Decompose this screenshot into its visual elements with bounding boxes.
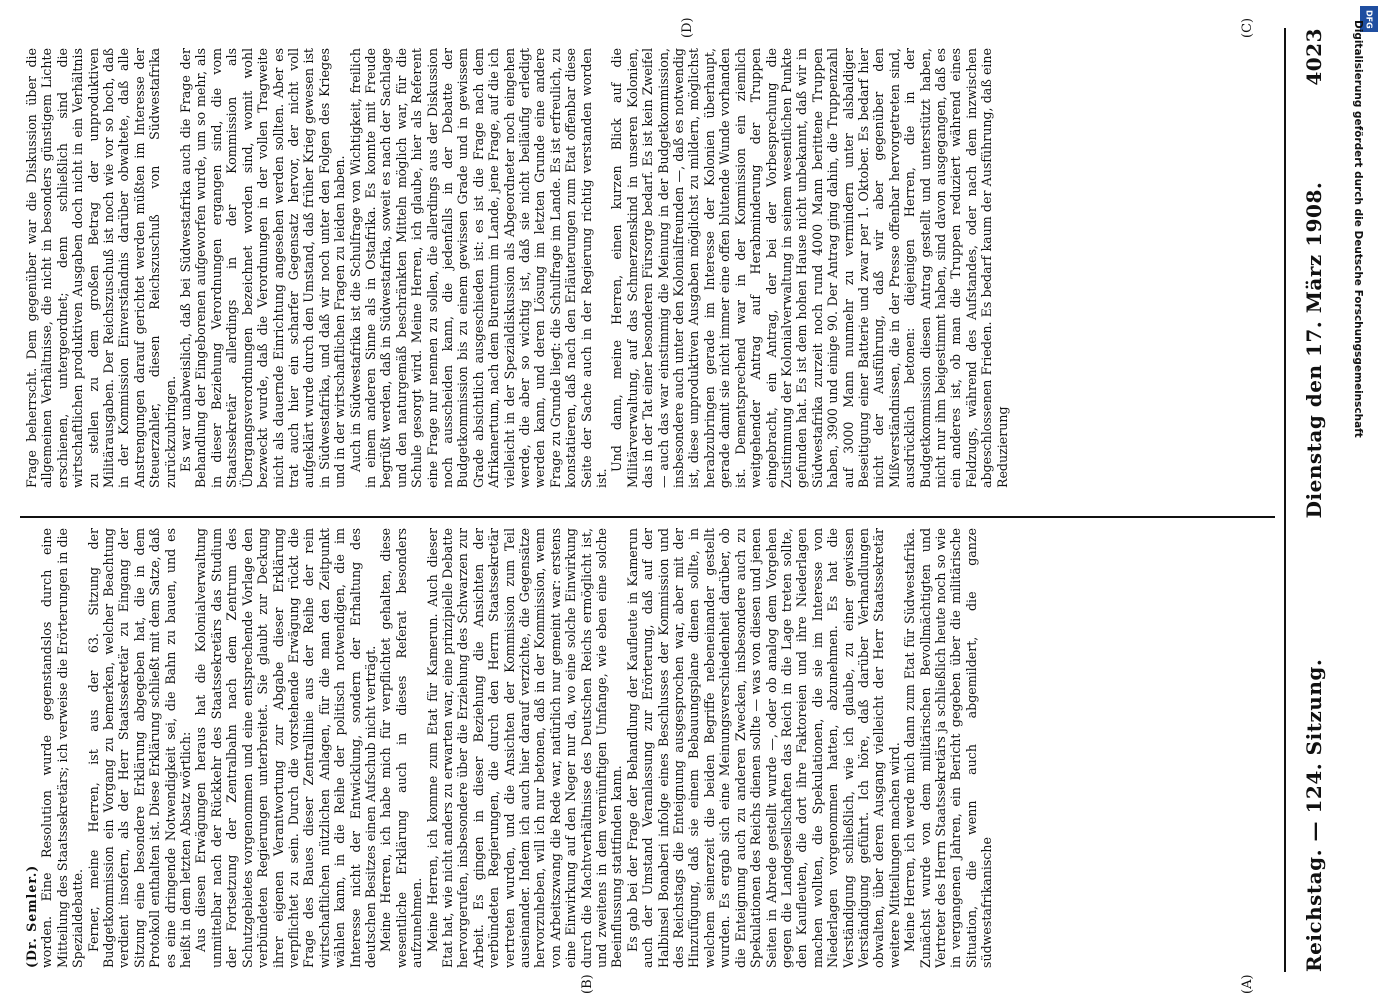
right-column (24, 48, 1274, 488)
paragraph: Meine Herren, ich werde mich dann zum Etat für Südwestafrika. Zunächst wurde von dem militärischen Bevollmächtigten und Vertreter des Herrn Staatssekretärs ja schließlich heute noch so wie in vergangenen Jahren, ein Bericht gegeben über die militärische Situation, die wenn auch abgemildert, die ganze südwestafrikanische (902, 528, 995, 968)
header-rule (1284, 28, 1286, 972)
left-column (24, 528, 1274, 968)
header-date: Dienstag den 17. März 1908. (1302, 181, 1326, 519)
speaker-note: (Dr. Semler.) (24, 864, 39, 968)
margin-marker-c: (C) (1240, 17, 1255, 38)
paragraph: Meine Herren, ich habe mich für verpflichtet gehalten, diese wesentliche Erklärung auch in dieses Referat besonders aufzunehmen. (378, 528, 425, 968)
paragraph: Meine Herren, ich komme zum Etat für Kamerun. Auch dieser Etat hat, wie nicht anders zu erwarten war, eine prinzipielle Debatte hervorgerufen, insbesondere über die Erziehung des Schwarzen zur Arbeit. Es gingen in dieser Beziehung die Ansichten der verbündeten Regierungen, die durch den Herrn Staatssekretär vertreten wurden, und die Ansichten der Kommission zum Teil auseinander. Indem ich auch hier darauf verzichte, die Gegensätze hervorzuheben, will ich nur betonen, daß in der Kommission, wenn von Arbeitszwang die Rede war, natürlich nur gemeint war: erstens eine Einwirkung auf den Neger nur da, wo eine solche Einwirkung durch die Machtverhältnisse des Deutschen Reichs ermöglicht ist, und zweitens in dem vernünftigen Umfange, wie eben eine solche Beeinflussung stattfinden kann. (424, 528, 625, 968)
paragraph: Es war unabweislich, daß bei Südwestafrika auch die Frage der Behandlung der Eingeborenen aufgeworfen wurde, um so mehr, als in dieser Beziehung Verordnungen ergangen sind, die vom Staatssekretär allerdings in der Kommission als Übergangsverordnungen bezeichnet worden sind, womit wohl bezweckt wurde, daß die Verordnungen in der vollen Tragweite nicht als dauernde Einrichtung angesehen werden sollten. Aber es trat auch hier ein scharfer Gegensatz hervor, der nicht voll aufgeklärt wurde durch den Umstand, daß früher Krieg gewesen ist in Südwestafrika, und daß wir noch unter den Folgen des Krieges und in der wirtschaftlichen Fragen zu leiden haben. (178, 48, 348, 488)
header-session: Reichstag. — 124. Sitzung. (1302, 658, 1326, 972)
margin-marker-d: (D) (680, 17, 695, 38)
margin-marker-b: (B) (580, 974, 595, 994)
paragraph: Aus diesen Erwägungen heraus hat die Kolonialverwaltung unmittelbar nach der Rückkehr des Staatssekretärs das Studium der Fortsetzung der Zentralbahn nach dem Zentrum des Schutzgebietes vorgenommen und eine entsprechende Vorlage den verbündeten Regierungen unterbreitet. Sie glaubt zur Deckung ihrer eigenen Verantwortung zur Abgabe dieser Erklärung verpflichtet zu sein. Durch die vorstehende Erwägung rückt die Frage des Baues dieser Zentrallinie aus der Reihe der rein wirtschaftlichen nützlichen Anlagen, für die man den Zeitpunkt wählen kann, in die Reihe der politisch notwendigen, die im Interesse nicht der Entwicklung, sondern der Erhaltung des deutschen Besitzes einen Aufschub nicht verträgt. (193, 528, 378, 968)
paragraph: Es gab bei der Frage der Behandlung der Kaufleute in Kamerun auch der Umstand Veranlassung zur Erörterung, daß auf der Halbinsel Bonaberi infolge eines Beschlusses der Kommission und des Reichstags die Enteignung ausgesprochen war, aber mit der Hinzufügung, daß sie einem Bebauungsplane dienen sollte, in welchem seinerzeit die beiden Begriffe nebeneinander gestellt wurden. Es ergab sich eine Meinungsverschiedenheit darüber, ob die Enteignung auch zu anderen Zwecken, insbesondere auch zu Spekulationen des Reichs dienen sollte — was von diesen und jenen Seiten in Abrede gestellt wurde —, oder ob analog dem Vorgehen gegen die Landgesellschaften das Reich in die Lage treten sollte, den Kaufleuten, die dort ihre Faktoreien und ihre Niederlagen machen wollten, die Spekulationen, die sie im Interesse von Niederlagen vorgenommen hatten, abzunehmen. Es hat die Verständigung schließlich, wie ich glaube, zu einer gewissen Verständigung geführt. Ich höre, daß darüber Verhandlungen obwalten, über deren Ausgang vielleicht der Herr Staatssekretär weitere Mitteilungen machen wird. (624, 528, 902, 968)
column-divider (20, 516, 1275, 518)
paragraph: Ferner, meine Herren, ist aus der 63. Sitzung der Budgetkommission ein Vorgang zu bemerken, welcher Beachtung verdient insofern, als der Herr Staatssekretär zu Eingang der Sitzung eine besondere Erklärung abgegeben hat, die in dem Protokoll enthalten ist. Diese Erklärung schließt mit dem Satze, daß es eine dringende Notwendigkeit sei, die Bahn zu bauen, und es heißt in dem letzten Absatz wörtlich: (85, 528, 194, 968)
paragraph: Und dann, meine Herren, einen kurzen Blick auf die Militärverwaltung, auf das Schmerzenskind in unseren Kolonien, das in der Tat einer besonderen Fürsorge bedarf. Es ist kein Zweifel — auch das war einstimmig die Meinung in der Budgetkommission, insbesondere auch unter den Kolonialfreunden —, daß es notwendig ist, diese unproduktiven Ausgaben möglichst zu mildern, möglichst herabzubringen gerade im Interesse der Kolonien überhaupt, gerade damit sie nicht immer eine offen blutende Wunde vorhanden ist. Dementsprechend war in der Kommission ein ziemlich weitgehender Antrag auf Herabminderung der Truppen eingebracht, ein Antrag, der bei der Vorbesprechung die Zustimmung der Kolonialverwaltung in seinem wesentlichen Punkte gefunden hat. Es ist dem hohen Hause nicht unbekannt, daß wir in Südwestafrika zurzeit noch rund 4000 Mann berittene Truppen haben, 3900 und einige 90. Der Antrag ging dahin, die Truppenzahl auf 3000 Mann nunmehr zu vermindern unter alsbaldiger Beseitigung einer Batterie und zwar per 1. Oktober. Es bedarf hier nicht der Ausführung, daß wir aber gegenüber den Mißverständnissen, die in der Presse offenbar hervorgetreten sind, ausdrücklich betonen: diejenigen Herren, die in der Budgetkommission diesen Antrag gestellt und unterstützt haben, nicht nur ihm beigestimmt haben, sind davon ausgegangen, daß es ein anderes ist, ob man die Truppen reduziert während eines Feldzugs, während des Aufstandes, oder nach dem inzwischen abgeschlossenen Frieden. Es bedarf kaum der Ausführung, daß eine Reduzierung (609, 48, 1010, 488)
page-number: 4023 (1302, 28, 1326, 86)
dfg-logo: DFG (1360, 6, 1378, 32)
paragraph: Auch in Südwestafrika ist die Schulfrage von Wichtigkeit, freilich in einem anderen Sinne als in Ostafrika. Es konnte mit Freude begrüßt werden, daß in Südwestafrika, soweit es nach der Sachlage und den naturgemäß beschränkten Mitteln möglich war, für die Schule gesorgt wird. Meine Herren, ich glaube, hier als Referent eine Frage nur nennen zu sollen, die allerdings aus der Diskussion noch ausscheiden kann, die jedenfalls in der Debatte der Budgetkommission bis zu einem gewissen Grade und in gewissem Grade absichtlich ausgeschieden ist: es ist die Frage nach dem Afrikanertum, nach dem Burentum im Lande, jene Frage, auf die ich vielleicht in der Spezialdiskussion als Abgeordneter noch eingehen werde, die aber so wichtig ist, daß sie nicht beiläufig erledigt werden kann, und deren Lösung im letzten Grunde eine andere Frage zu Grunde liegt: die Schulfrage im Lande. Es ist erfreulich, zu konstatieren, daß nach den Erläuterungen zum Etat offenbar diese Seite der Sache auch in der Regierung richtig verstanden worden ist. (347, 48, 610, 488)
page-header (1294, 28, 1334, 972)
margin-marker-a: (A) (1240, 974, 1255, 994)
digitization-credit: Digitalisierung gefördert durch die Deutsche Forschungsgemeinschaft (1352, 20, 1364, 438)
paragraph: Frage beherrscht. Dem gegenüber war die Diskussion über die allgemeinen Verhältnisse, die nicht in besonders günstigem Lichte erschienen, untergeordnet; denn schließlich sind die wirtschaftlichen produktiven Ausgaben doch nicht in ein Verhältnis zu stellen zu dem großen Betrag der unproduktiven Militärausgaben. Der Reichszuschuß ist noch wie vor so hoch, daß in der Kommission Einverständnis darüber obwaltete, daß alle Anstrengungen darauf gerichtet werden müßten im Interesse der Steuerzahler, diesen Reichszuschuß von Südwestafrika zurückzubringen. (24, 48, 178, 488)
paragraph: worden. Eine Resolution wurde gegenstandslos durch eine Mitteilung des Staatssekretärs; ich verweise die Erörterungen in die Spezialdebatte. (39, 528, 86, 968)
